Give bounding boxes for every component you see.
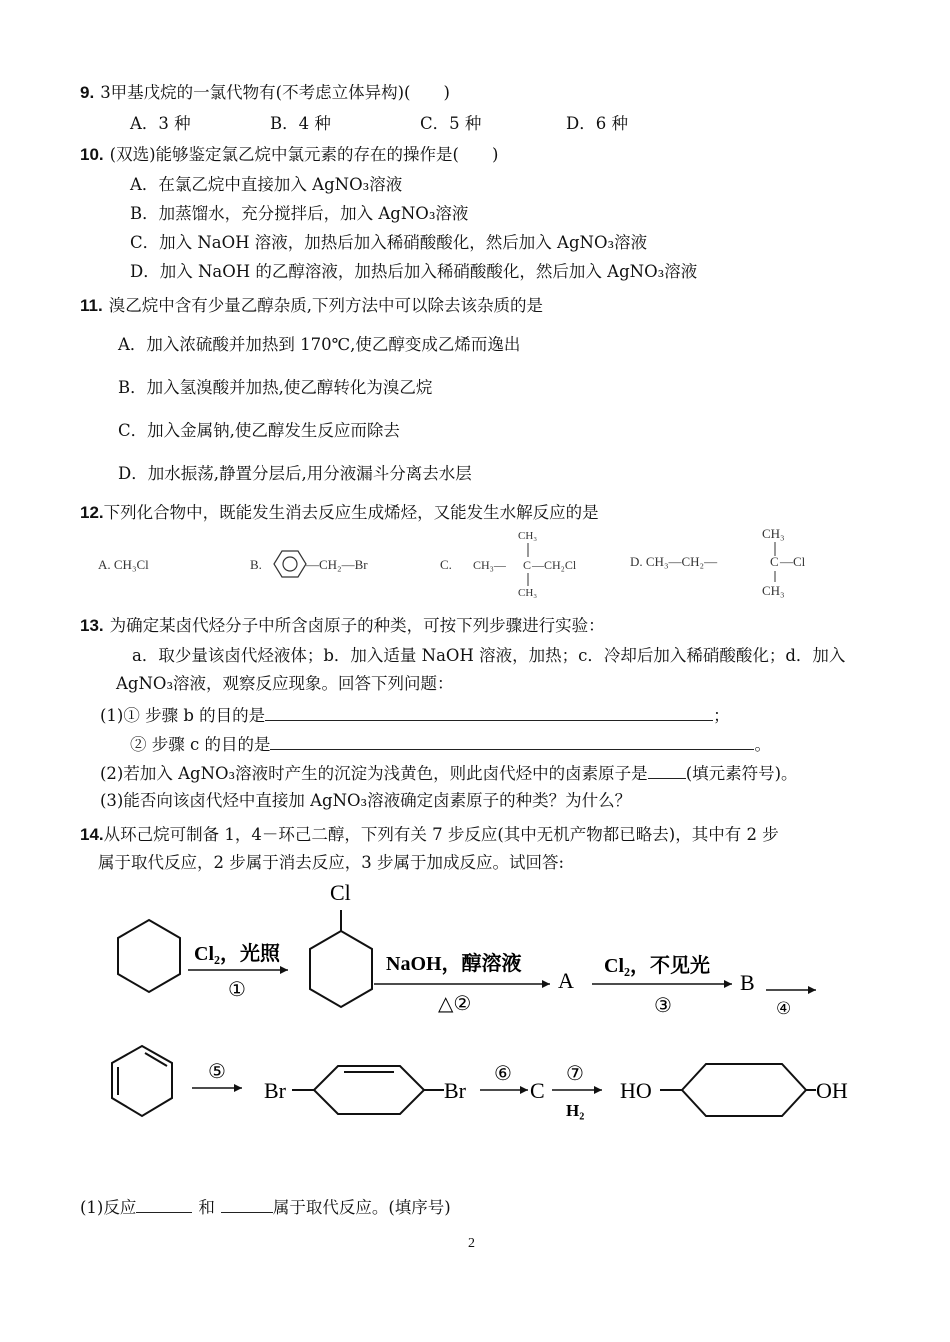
q13-part1a <box>100 706 730 725</box>
reaction3-number: ③ <box>654 995 672 1017</box>
q11-option-b: B．加入氢溴酸并加热,使乙醇转化为溴乙烷 <box>118 378 433 397</box>
q14-part1-suffix: 属于取代反应。(填序号) <box>272 1198 451 1217</box>
q11-stem: 溴乙烷中含有少量乙醇杂质,下列方法中可以除去该杂质的是 <box>108 296 543 315</box>
q13-stem-line <box>80 617 605 635</box>
q12-option-c-center: C <box>523 558 532 572</box>
q12-option-a: A. CH₃Cl <box>98 557 149 572</box>
q13-steps-line1: a．取少量该卤代烃液体；b．加入适量 NaOH 溶液，加热；c．冷却后加入稀硝酸酸化；d．加入 <box>132 646 846 665</box>
chlorocyclohexane-icon <box>310 931 372 1007</box>
reaction6-number: ⑥ <box>494 1063 512 1085</box>
q10-stem: (双选)能够鉴定氯乙烷中氯元素的存在的操作是( ) <box>109 145 499 164</box>
q9-option-a: A．3 种 <box>130 114 191 133</box>
q13-number: 13. <box>80 616 104 635</box>
dibromide-br-right: Br <box>444 1078 466 1103</box>
q13-stem: 为确定某卤代烃分子中所含卤原子的种类，可按下列步骤进行实验： <box>109 616 605 635</box>
diol-oh: OH <box>816 1078 848 1103</box>
diol-ho: HO <box>620 1078 652 1103</box>
q13-part1a-label: (1)① 步骤 b 的目的是 <box>100 706 266 725</box>
q14-stem-line1 <box>80 826 779 844</box>
cyclohexane-icon <box>118 920 180 992</box>
q13-part1a-answer-blank[interactable] <box>265 706 713 721</box>
q14-number: 14. <box>80 825 104 844</box>
q12-option-b-label: B. <box>250 557 262 572</box>
q13-part1a-end: ； <box>713 706 730 725</box>
q11-option-d: D．加水振荡,静置分层后,用分液漏斗分离去水层 <box>118 464 472 483</box>
q9-stem: 3甲基戊烷的一氯代物有(不考虑立体异构)( ) <box>100 83 450 102</box>
q12-option-c-top: CH₃ <box>518 530 538 542</box>
q14-stem1: 从环己烷可制备 1，4－环己二醇，下列有关 7 步反应(其中无机产物都已略去)，其中有 2 步 <box>103 825 779 844</box>
q14-stem-line2: 属于取代反应，2 步属于消去反应，3 步属于加成反应。试回答: <box>98 853 565 872</box>
q10-stem-line <box>80 146 498 164</box>
q12-option-b-group: —CH₂—Br <box>306 557 368 572</box>
q14-part1-blank-2[interactable] <box>221 1198 273 1213</box>
q11-option-c: C．加入金属钠,使乙醇发生反应而除去 <box>118 421 400 440</box>
reaction3-conditions: Cl₂，不见光 <box>604 955 710 977</box>
q13-part2-label: (2)若加入 AgNO₃溶液时产生的沉淀为浅黄色，则此卤代烃中的卤素原子是 <box>100 764 648 783</box>
cyclohexadiene-icon <box>112 1046 172 1116</box>
q12-number: 12. <box>80 503 104 522</box>
reaction1-conditions: Cl₂，光照 <box>194 943 280 965</box>
product-c-label: C <box>530 1078 545 1103</box>
benzene-ring-icon <box>274 551 306 577</box>
q14-part1-label: (1)反应 <box>80 1198 137 1217</box>
q11-number: 11. <box>80 296 103 315</box>
q13-part3: (3)能否向该卤代烃中直接加 AgNO₃溶液确定卤素原子的种类？为什么？ <box>100 791 632 810</box>
reaction1-number: ① <box>228 979 246 1001</box>
dibromocyclohexene-icon <box>292 1066 444 1114</box>
q13-steps-line2: AgNO₃溶液，观察反应现象。回答下列问题： <box>116 674 454 693</box>
q12-option-d-label: D. CH₃—CH₂— <box>630 554 718 569</box>
q12-option-d-top: CH₃ <box>762 526 785 541</box>
q10-number: 10. <box>80 145 104 164</box>
q9-option-d: D．6 种 <box>566 114 628 133</box>
q13-part1b-end: 。 <box>754 735 771 754</box>
reaction2-conditions: NaOH，醇溶液 <box>386 953 522 975</box>
q12-option-c-bottom: CH₃ <box>518 587 538 599</box>
q11-stem-line <box>80 297 543 315</box>
q12-option-c-right: —CH₂Cl <box>532 558 577 572</box>
chloro-substituent: Cl <box>330 880 351 905</box>
q12-stem: 下列化合物中，既能发生消去反应生成烯烃，又能发生水解反应的是 <box>103 503 599 522</box>
q9-option-b: B．4 种 <box>270 114 331 133</box>
q13-part1b <box>130 735 771 754</box>
q9-stem-line <box>80 84 450 102</box>
q12-stem-line <box>80 504 599 522</box>
q10-option-b: B．加蒸馏水，充分搅拌后，加入 AgNO₃溶液 <box>130 204 469 223</box>
q10-option-c: C．加入 NaOH 溶液，加热后加入稀硝酸酸化，然后加入 AgNO₃溶液 <box>130 233 648 252</box>
page-number: 2 <box>468 1236 475 1251</box>
reaction7-number: ⑦ <box>566 1063 584 1085</box>
q12-option-d-right: —Cl <box>780 554 806 569</box>
q13-part2-answer-blank[interactable] <box>648 764 686 779</box>
q12-option-c-left: CH₃— <box>473 558 506 572</box>
dibromide-br-left: Br <box>264 1078 286 1103</box>
q10-option-a: A．在氯乙烷中直接加入 AgNO₃溶液 <box>130 175 403 194</box>
q12-options-structures <box>90 524 830 600</box>
q12-option-d-bottom: CH₃ <box>762 583 785 598</box>
reaction5-number: ⑤ <box>208 1061 226 1083</box>
q12-option-d-center: C <box>770 554 779 569</box>
reaction4-number: ④ <box>776 999 792 1018</box>
q13-part1b-label: ② 步骤 c 的目的是 <box>130 735 271 754</box>
q13-part2 <box>100 764 798 783</box>
q10-option-d: D．加入 NaOH 的乙醇溶液，加热后加入稀硝酸酸化，然后加入 AgNO₃溶液 <box>130 262 698 281</box>
q14-part1 <box>80 1198 451 1217</box>
q14-reaction-scheme <box>100 876 880 1146</box>
q13-part1b-answer-blank[interactable] <box>270 735 754 750</box>
q9-option-c: C．5 种 <box>420 114 482 133</box>
reaction2-number: △② <box>438 993 472 1015</box>
reaction7-reagent: H₂ <box>566 1101 585 1120</box>
q12-option-c-label: C. <box>440 557 452 572</box>
product-b-label: B <box>740 970 755 995</box>
q9-number: 9. <box>80 83 95 102</box>
q14-part1-and: 和 <box>198 1198 215 1217</box>
q13-part2-suffix: (填元素符号)。 <box>685 764 798 783</box>
cyclohexanediol-icon <box>660 1064 816 1116</box>
q14-part1-blank-1[interactable] <box>136 1198 192 1213</box>
product-a-label: A <box>558 968 574 993</box>
q11-option-a: A．加入浓硫酸并加热到 170℃,使乙醇变成乙烯而逸出 <box>118 335 521 354</box>
